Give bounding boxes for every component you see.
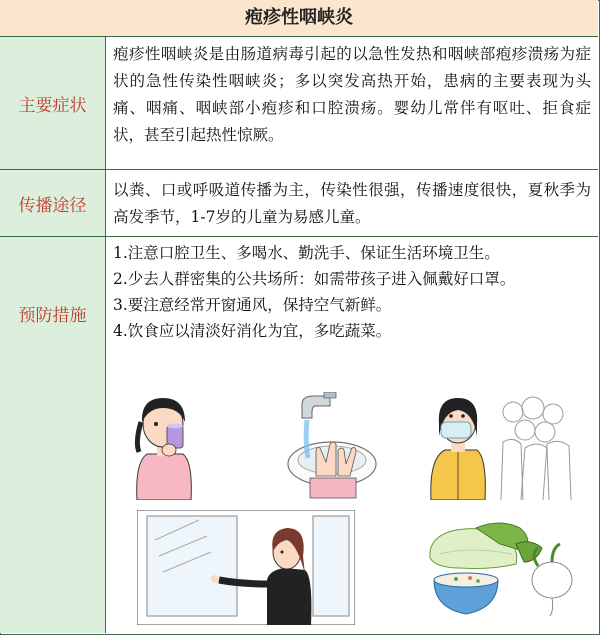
prevention-label-text: 预防措施 [18, 305, 87, 326]
prevention-item: 2.少去人群密集的公共场所：如需带孩子进入佩戴好口罩。 [113, 270, 516, 288]
symptoms-text: 疱疹性咽峡炎是由肠道病毒引起的以急性发热和咽峡部疱疹溃疡为症状的急性传染性咽峡炎；多以突发高热开始，患病的主要表现为头痛、咽痛、咽峡部小疱疹和口腔溃疡。婴幼儿常伴有呕吐、拒食症状，甚至引起热性惊厥。 [113, 45, 591, 144]
prevention-label [0, 237, 106, 633]
prevention-item: 1.注意口腔卫生、多喝水、勤洗手、保证生活环境卫生。 [113, 244, 500, 262]
symptoms-label: 主要症状 [0, 37, 106, 169]
window-ventilation-illustration [137, 510, 355, 625]
prevention-item: 3.要注意经常开窗通风，保持空气新鲜。 [113, 296, 392, 314]
prevention-list [113, 240, 591, 344]
transmission-label: 传播途径 [0, 170, 106, 236]
hand-washing-illustration [280, 392, 380, 500]
page-title: 疱疹性咽峡炎 [0, 0, 598, 37]
vegetables-illustration [420, 518, 575, 623]
mask-crowd-illustration [425, 392, 575, 500]
prevention-item: 4.饮食应以清淡好消化为宜，多吃蔬菜。 [113, 322, 392, 340]
girl-drinking-illustration [125, 392, 205, 500]
transmission-text: 以粪、口或呼吸道传播为主，传染性很强，传播速度很快，夏秋季为高发季节，1-7岁的儿童为易感儿童。 [113, 181, 591, 226]
